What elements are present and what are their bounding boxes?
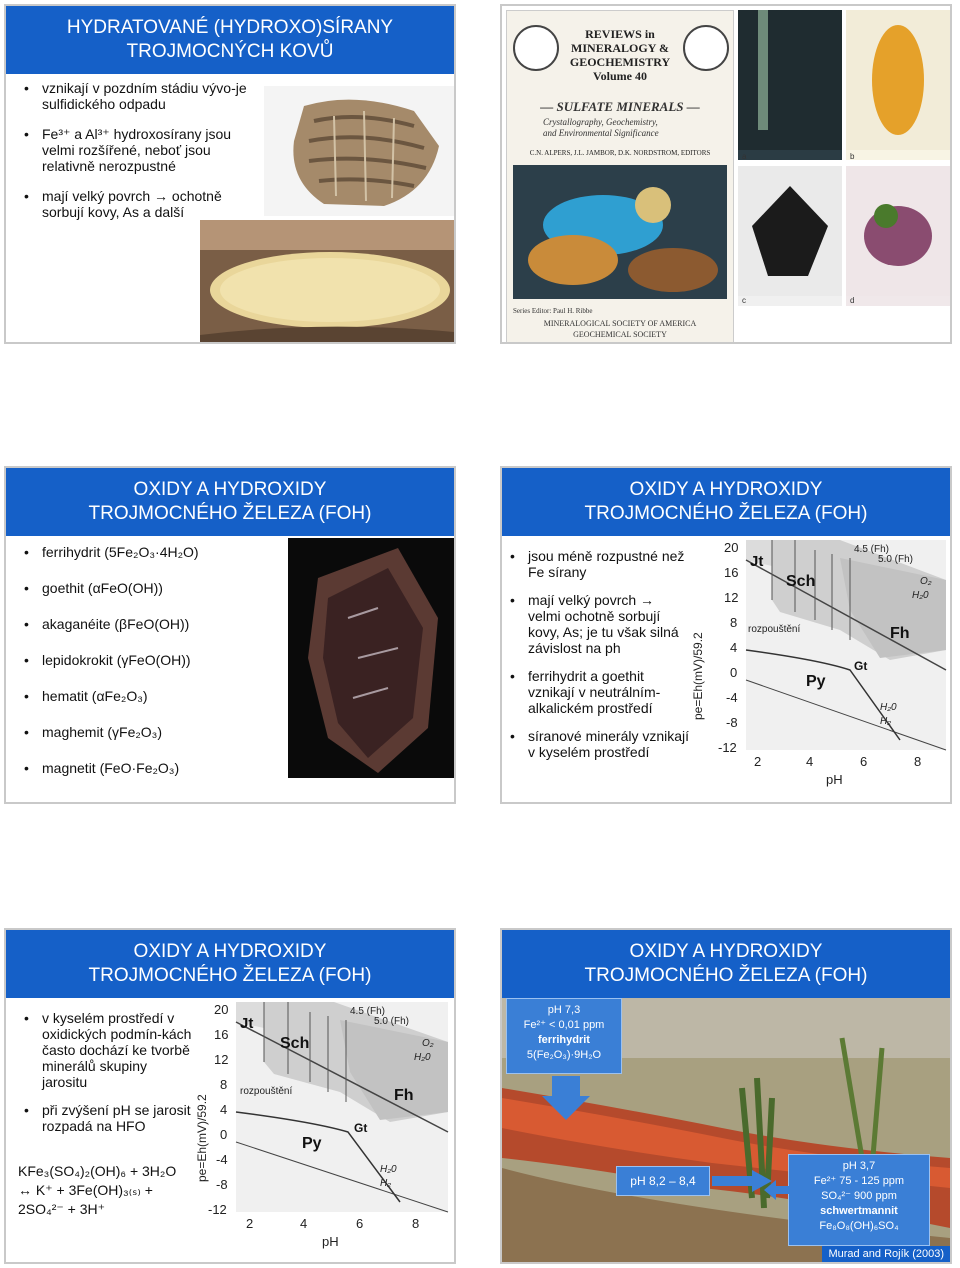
x-tick: 8	[914, 754, 922, 769]
title-line-1: OXIDY A HYDROXIDY	[629, 479, 823, 500]
bullet-item: • maghemit (γFe₂O₃)	[24, 724, 264, 740]
callout-ph-3-7	[788, 1154, 930, 1246]
slide-title	[6, 930, 454, 998]
mineral-photo-c	[738, 166, 842, 306]
y-tick: 8	[220, 1077, 228, 1092]
title-line-1: OXIDY A HYDROXIDY	[133, 941, 327, 962]
label-py: Py	[302, 1135, 322, 1152]
callout-line: SO₄²⁻ 900 ppm	[821, 1190, 897, 1202]
book-editors: C.N. ALPERS, J.L. JAMBOR, D.K. NORDSTROM, EDITORS	[529, 149, 711, 157]
bullet-list	[24, 80, 254, 220]
y-tick: 20	[724, 540, 739, 555]
stalactite-image	[738, 10, 842, 150]
slide-iron-oxides-list	[4, 466, 456, 804]
callout-line: Fe²⁺ 75 - 125 ppm	[813, 1175, 905, 1187]
x-tick: 2	[754, 754, 762, 769]
book-series-2: MINERALOGY &	[571, 41, 669, 55]
slide-stream-photo	[500, 928, 952, 1264]
slide-title	[6, 6, 454, 74]
title-line-2: TROJMOCNÉHO ŽELEZA (FOH)	[88, 503, 372, 524]
label-fh45: 4.5 (Fh)	[854, 544, 890, 555]
mineral-crust-image	[264, 86, 454, 216]
equation-line-1: KFe₃(SO₄)₂(OH)₆ + 3H₂O	[18, 1163, 177, 1179]
label-jt: Jt	[750, 553, 764, 570]
y-tick: -8	[216, 1177, 228, 1192]
bullet-item: • ferrihydrit (5Fe₂O₃·4H₂O)	[24, 544, 264, 560]
y-tick: 16	[724, 565, 739, 580]
y-axis-label: pe=Eh(mV)/59.2	[195, 1094, 209, 1182]
y-tick: -8	[726, 715, 738, 730]
label-h2: H₂	[880, 716, 892, 727]
label-h2o-bottom: H₂0	[880, 702, 897, 713]
x-tick: 6	[356, 1216, 364, 1231]
y-tick: -12	[718, 740, 737, 755]
black-crystal-image	[738, 166, 842, 296]
bullet-item: • Fe³⁺ a Al³⁺ hydroxosírany jsou velmi rozšířené, neboť jsou relativně nerozpustné	[24, 126, 254, 174]
title-line-1: HYDRATOVANÉ (HYDROXO)SÍRANY	[66, 17, 394, 38]
arrow-left-icon	[764, 1180, 790, 1200]
jarosite-equation	[18, 1162, 198, 1219]
hematite-specimen	[288, 538, 454, 778]
x-tick: 4	[300, 1216, 308, 1231]
eh-ph-diagram	[194, 1002, 452, 1262]
label-fh50: 5.0 (Fh)	[374, 1016, 410, 1027]
callout-line: ferrihydrit	[538, 1034, 590, 1046]
book-logo-left	[513, 25, 559, 71]
slide-title	[502, 468, 950, 536]
label-h2o-bottom: H₂0	[380, 1164, 397, 1175]
y-tick: 12	[214, 1052, 229, 1067]
callout-ph-7-3	[506, 998, 622, 1074]
bullet-item: • goethit (αFeO(OH))	[24, 580, 264, 596]
bullet-item: • při zvýšení pH se jarosit rozpadá na HFO	[24, 1102, 192, 1134]
label-rozpousteni: rozpouštění	[748, 624, 801, 635]
callout-line: Fe₈O₈(OH)₆SO₄	[819, 1220, 899, 1232]
book-series-editor: Series Editor: Paul H. Ribbe	[513, 307, 593, 315]
callout-line: 5(Fe₂O₃)·9H₂O	[526, 1049, 602, 1061]
bullet-item: • mají velký povrch → ochotně sorbují kovy, As a další	[24, 188, 254, 220]
callout-line: schwertmannit	[820, 1205, 898, 1217]
mineral-photo-b	[846, 10, 950, 160]
y-tick: 0	[220, 1127, 228, 1142]
label-o2: O₂	[422, 1038, 434, 1049]
bullet-item: • v kyselém prostředí v oxidických podmín-kách často dochází ke tvorbě minerálů skupiny jarositu	[24, 1010, 192, 1090]
book-society-2: GEOCHEMICAL SOCIETY	[573, 330, 667, 339]
mineral-photo-a	[738, 10, 842, 160]
arrow-right-icon	[712, 1170, 772, 1192]
book-volume: Volume 40	[593, 69, 647, 83]
pond-image	[200, 220, 454, 342]
title-line-2: TROJMOCNÉHO ŽELEZA (FOH)	[584, 503, 868, 524]
bullet-item: • magnetit (FeO·Fe₂O₃)	[24, 760, 264, 776]
bullet-item: • ferrihydrit a goethit vznikají v neutrálním-alkalickém prostředí	[510, 668, 690, 716]
pond-photo	[200, 220, 454, 342]
stalagmite-image	[846, 10, 950, 150]
label-h2: H₂	[380, 1178, 392, 1189]
x-tick: 8	[412, 1216, 420, 1231]
book-subtitle-1: Crystallography, Geochemistry,	[543, 117, 658, 127]
y-tick: 4	[220, 1102, 228, 1117]
label-rozpousteni: rozpouštění	[240, 1086, 293, 1097]
caption-c: c	[742, 296, 746, 305]
label-gt: Gt	[354, 1121, 368, 1135]
x-axis-label: pH	[826, 772, 843, 787]
y-tick: -12	[208, 1202, 227, 1217]
label-h2o-top: H₂0	[912, 590, 929, 601]
eh-ph-diagram	[690, 540, 948, 800]
book-cover	[506, 10, 734, 344]
book-society-1: MINERALOGICAL SOCIETY OF AMERICA	[543, 319, 697, 328]
bullet-item: • hematit (αFe₂O₃)	[24, 688, 264, 704]
bullet-item: • síranové minerály vznikají v kyselém prostředí	[510, 728, 690, 760]
label-jt: Jt	[240, 1015, 254, 1032]
slide-title	[502, 930, 950, 998]
title-line-2: TROJMOCNÝCH KOVŮ	[126, 41, 334, 62]
x-tick: 6	[860, 754, 868, 769]
label-gt: Gt	[854, 659, 868, 673]
title-line-2: TROJMOCNÉHO ŽELEZA (FOH)	[88, 965, 372, 986]
label-sch: Sch	[280, 1035, 310, 1052]
callout-line: pH 3,7	[842, 1160, 876, 1172]
book-logo-right	[683, 25, 729, 71]
caption-d: d	[850, 296, 855, 305]
title-line-1: OXIDY A HYDROXIDY	[133, 479, 327, 500]
book-title: — SULFATE MINERALS —	[540, 99, 700, 114]
y-tick: 4	[730, 640, 738, 655]
y-tick: 0	[730, 665, 738, 680]
slide-iron-oxides-properties	[500, 466, 952, 804]
callout-line: Fe²⁺ < 0,01 ppm	[523, 1019, 605, 1031]
book-subtitle-2: and Environmental Significance	[543, 128, 659, 138]
hematite-photo	[288, 538, 454, 778]
y-tick: 20	[214, 1002, 229, 1017]
slide-title	[6, 468, 454, 536]
bullet-list	[510, 548, 690, 760]
y-tick: -4	[216, 1152, 228, 1167]
label-fh45: 4.5 (Fh)	[350, 1006, 386, 1017]
book-cover-photo	[513, 165, 727, 299]
title-line-1: OXIDY A HYDROXIDY	[629, 941, 823, 962]
label-fh50: 5.0 (Fh)	[878, 554, 914, 565]
label-fh: Fh	[890, 625, 910, 642]
bullet-item: • akaganéite (βFeO(OH))	[24, 616, 264, 632]
callout-line: pH 7,3	[547, 1004, 581, 1016]
source-citation: Murad and Rojík (2003)	[822, 1246, 950, 1262]
mineral-photo-d	[846, 166, 950, 306]
bullet-item: • lepidokrokit (γFeO(OH))	[24, 652, 264, 668]
book-cover-slide	[500, 4, 952, 344]
x-axis-label: pH	[322, 1234, 339, 1249]
label-py: Py	[806, 673, 826, 690]
bullet-item: • mají velký povrch → velmi ochotně sorbují kovy, As; je tu však silná závislost na ph	[510, 592, 690, 656]
callout-ph-8-2	[616, 1166, 710, 1196]
arrow-down-icon	[542, 1076, 590, 1120]
equation-line-2: ↔ K⁺ + 3Fe(OH)₃₍ₛ₎ +	[18, 1182, 153, 1198]
slide-jarosite	[4, 928, 456, 1264]
x-tick: 4	[806, 754, 814, 769]
equation-line-3: 2SO₄²⁻ + 3H⁺	[18, 1201, 106, 1217]
book-series-3: GEOCHEMISTRY	[569, 55, 671, 69]
caption-b: b	[850, 152, 855, 160]
x-tick: 2	[246, 1216, 254, 1231]
bullet-item: • jsou méně rozpustné než Fe sírany	[510, 548, 690, 580]
purple-crystal-image	[846, 166, 950, 296]
y-tick: 16	[214, 1027, 229, 1042]
y-axis-label: pe=Eh(mV)/59.2	[691, 632, 705, 720]
label-h2o-top: H₂0	[414, 1052, 431, 1063]
bullet-item: • vznikají v pozdním stádiu vývo-je sulfidického odpadu	[24, 80, 254, 112]
bullet-list	[24, 1010, 192, 1134]
label-o2: O₂	[920, 576, 932, 587]
y-tick: -4	[726, 690, 738, 705]
callout-text: pH 8,2 – 8,4	[630, 1174, 696, 1188]
book-series: REVIEWS in	[585, 27, 655, 41]
slide-hydroxosulfates	[4, 4, 456, 344]
bullet-list	[24, 544, 264, 776]
title-line-2: TROJMOCNÉHO ŽELEZA (FOH)	[584, 965, 868, 986]
label-sch: Sch	[786, 573, 816, 590]
mineral-crust-photo	[264, 86, 454, 216]
caption-a: a	[742, 152, 747, 160]
y-tick: 8	[730, 615, 738, 630]
y-tick: 12	[724, 590, 739, 605]
label-fh: Fh	[394, 1087, 414, 1104]
